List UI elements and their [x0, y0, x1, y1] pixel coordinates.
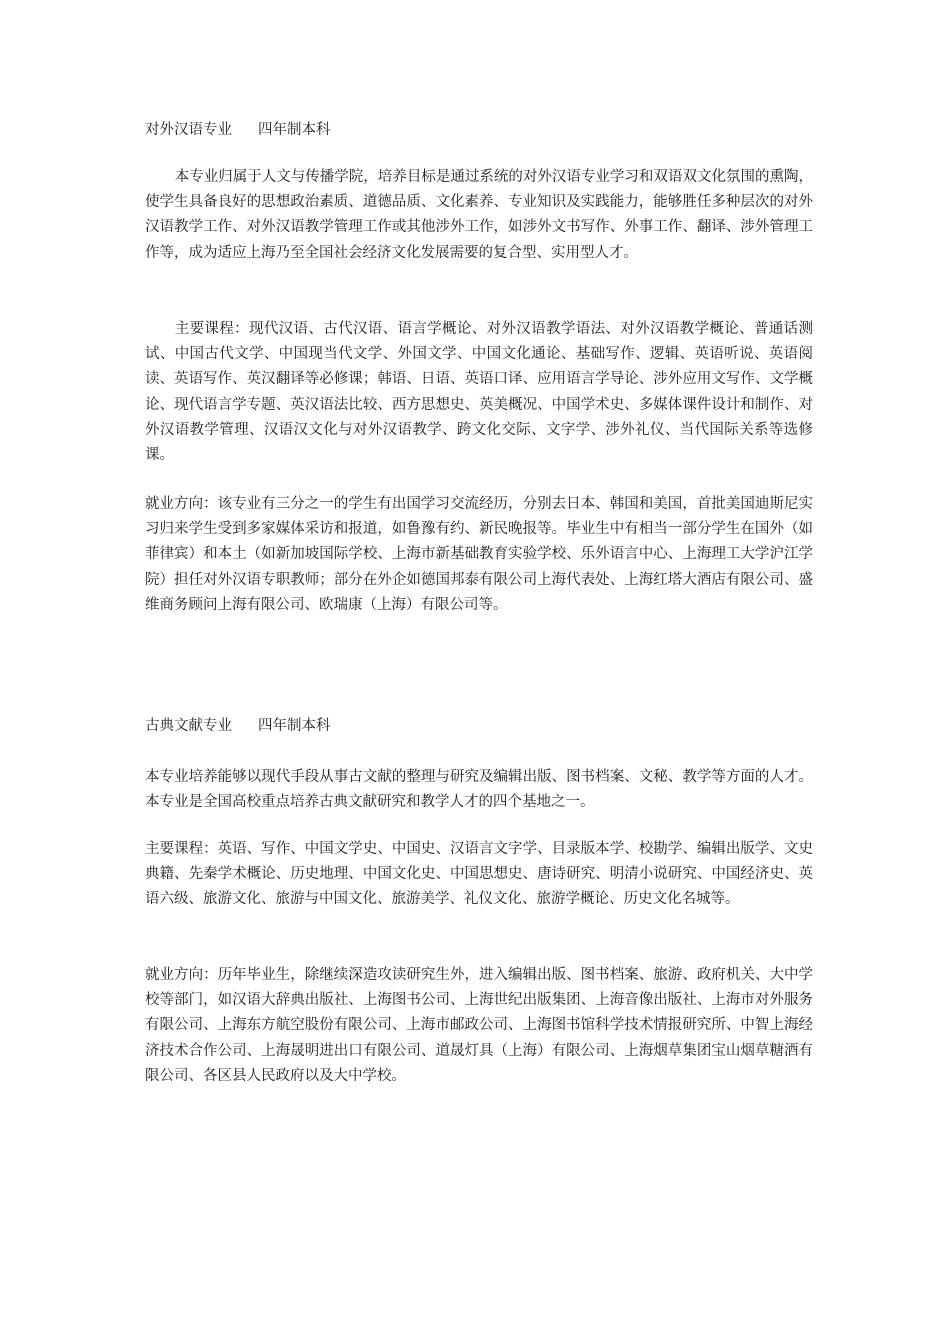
main-courses: 主要课程：英语、写作、中国文学史、中国史、汉语言文字学、目录版本学、校勘学、编辑出版学、文史典籍、先秦学术概论、历史地理、中国文化史、中国思想史、唐诗研究、明清小说研究、中国经济史、英语六级、旅游文化、旅游与中国文化、旅游美学、礼仪文化、旅游学概论、历史文化名城等。: [145, 841, 813, 908]
program-description: 本专业培养能够以现代手段从事古文献的整理与研究及编辑出版、图书档案、文秘、教学等方面的人才。 本专业是全国高校重点培养古典文献研究和教学人才的四个基地之一。: [145, 769, 813, 811]
program-duration: 四年制本科: [258, 718, 331, 734]
section-heading-duiwai-hanyu: [145, 120, 331, 140]
career-directions: 就业方向：历年毕业生，除继续深造攻读研究生外，进入编辑出版、图书档案、旅游、政府机关、大中学校等部门，如汉语大辞典出版社、上海图书公司、上海世纪出版集团、上海音像出版社、上海市对外服务有限公司、上海东方航空股份有限公司、上海市邮政公司、上海图书馆科学技术情报研究所、中智上海经济技术合作公司、上海晟明进出口有限公司、道晟灯具（上海）有限公司、上海烟草集团宝山烟草糖酒有限公司、各区县人民政府以及大中学校。: [145, 967, 813, 1084]
program-duration: 四年制本科: [258, 122, 331, 138]
major-title: 对外汉语专业: [145, 122, 232, 138]
career-directions: 就业方向：该专业有三分之一的学生有出国学习交流经历，分别去日本、韩国和美国，首批美国迪斯尼实习归来学生受到多家媒体采访和报道，如鲁豫有约、新民晚报等。毕业生中有相当一部分学生在国外（如菲律宾）和本土（如新加坡国际学校、上海市新基础教育实验学校、乐外语言中心、上海理工大学沪江学院）担任对外汉语专职教师；部分在外企如德国邦泰有限公司上海代表处、上海红塔大酒店有限公司、盛维商务顾问上海有限公司、欧瑞康（上海）有限公司等。: [145, 496, 813, 613]
major-title: 古典文献专业: [145, 718, 232, 734]
section-heading-gudian-wenxian: [145, 716, 331, 736]
program-description: 本专业归属于人文与传播学院，培养目标是通过系统的对外汉语专业学习和双语双文化氛围的熏陶，使学生具备良好的思想政治素质、道德品质、文化素养、专业知识及实践能力，能够胜任多种层次的对外汉语教学工作、对外汉语教学管理工作或其他涉外工作，如涉外文书写作、外事工作、翻译、涉外管理工作等，成为适应上海乃至全国社会经济文化发展需要的复合型、实用型人才。: [145, 169, 813, 261]
main-courses: 主要课程：现代汉语、古代汉语、语言学概论、对外汉语教学语法、对外汉语教学概论、普通话测试、中国古代文学、中国现当代文学、外国文学、中国文化通论、基础写作、逻辑、英语听说、英语阅读、英语写作、英汉翻译等必修课；韩语、日语、英语口译、应用语言学导论、涉外应用文写作、文学概论、现代语言学专题、英汉语法比较、西方思想史、英美概况、中国学术史、多媒体课件设计和制作、对外汉语教学管理、汉语汉文化与对外汉语教学、跨文化交际、文字学、涉外礼仪、当代国际关系等选修课。: [145, 321, 813, 464]
